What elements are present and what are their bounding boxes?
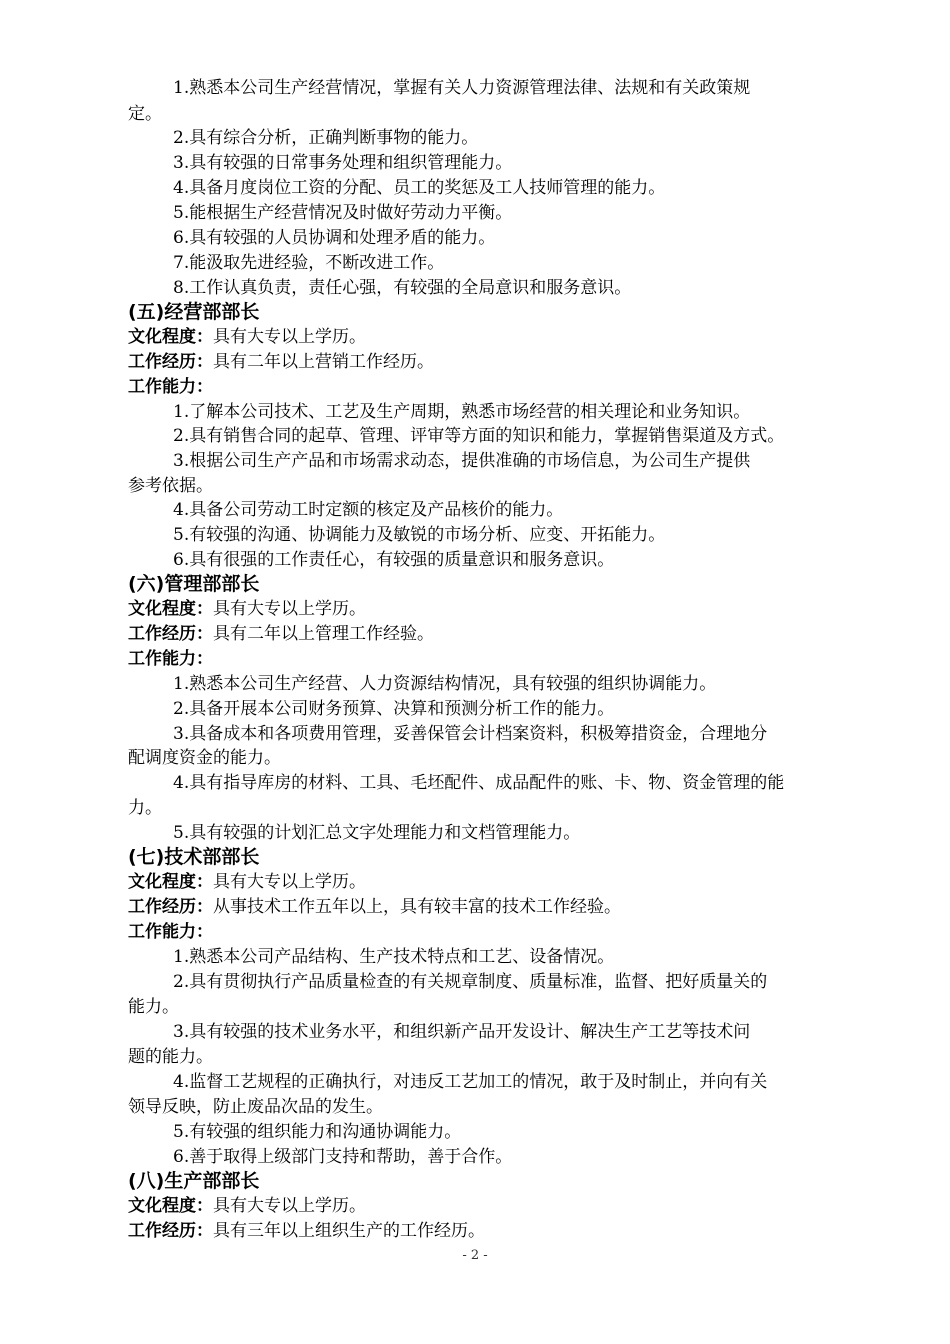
education-field [128, 597, 366, 621]
education-value: 具有大专以上学历。 [213, 327, 366, 347]
experience-value: 具有二年以上营销工作经历。 [213, 352, 434, 372]
education-value: 具有大专以上学历。 [213, 599, 366, 619]
list-item: 2.具有销售合同的起草、管理、评审等方面的知识和能力，掌握销售渠道及方式。 [173, 426, 785, 446]
list-item: 4.具备月度岗位工资的分配、员工的奖惩及工人技师管理的能力。 [173, 178, 666, 198]
list-item: 3.根据公司生产产品和市场需求动态，提供准确的市场信息，为公司生产提供 [173, 451, 751, 471]
list-item: 4.具备公司劳动工时定额的核定及产品核价的能力。 [173, 500, 564, 520]
list-item-continuation: 能力。 [128, 997, 179, 1017]
list-item-continuation: 参考依据。 [128, 476, 213, 496]
list-item: 6.具有很强的工作责任心，有较强的质量意识和服务意识。 [173, 550, 615, 570]
list-item: 5.能根据生产经营情况及时做好劳动力平衡。 [173, 203, 513, 223]
list-item-continuation: 力。 [128, 798, 162, 818]
ability-heading [128, 920, 213, 944]
experience-field [128, 895, 621, 919]
section-title: (六)管理部部长 [128, 573, 260, 595]
education-field [128, 1194, 366, 1218]
experience-value: 具有三年以上组织生产的工作经历。 [213, 1221, 485, 1241]
section-title: (八)生产部部长 [128, 1170, 260, 1192]
list-item: 3.具备成本和各项费用管理，妥善保管会计档案资料，积极筹措资金，合理地分 [173, 724, 768, 744]
list-item: 7.能汲取先进经验，不断改进工作。 [173, 253, 445, 273]
education-label: 文化程度： [128, 327, 213, 347]
ability-heading [128, 647, 213, 671]
list-item: 8.工作认真负责，责任心强，有较强的全局意识和服务意识。 [173, 278, 632, 298]
list-item-continuation: 领导反映，防止废品次品的发生。 [128, 1097, 383, 1117]
section-title: (七)技术部部长 [128, 846, 260, 868]
experience-value: 从事技术工作五年以上，具有较丰富的技术工作经验。 [213, 897, 621, 917]
list-item: 1.熟悉本公司产品结构、生产技术特点和工艺、设备情况。 [173, 947, 615, 967]
list-item: 2.具有贯彻执行产品质量检查的有关规章制度、质量标准，监督、把好质量关的 [173, 972, 768, 992]
list-item: 4.监督工艺规程的正确执行，对违反工艺加工的情况，敢于及时制止，并向有关 [173, 1072, 768, 1092]
experience-label: 工作经历： [128, 897, 213, 917]
section-title: (五)经营部部长 [128, 301, 260, 323]
ability-label: 工作能力： [128, 377, 213, 397]
experience-field [128, 1219, 485, 1243]
list-item-continuation: 配调度资金的能力。 [128, 748, 281, 768]
list-item: 3.具有较强的技术业务水平，和组织新产品开发设计、解决生产工艺等技术问 [173, 1022, 751, 1042]
ability-label: 工作能力： [128, 922, 213, 942]
list-item: 1.了解本公司技术、工艺及生产周期，熟悉市场经营的相关理论和业务知识。 [173, 402, 751, 422]
education-label: 文化程度： [128, 1196, 213, 1216]
experience-field [128, 622, 434, 646]
experience-label: 工作经历： [128, 1221, 213, 1241]
education-value: 具有大专以上学历。 [213, 1196, 366, 1216]
education-label: 文化程度： [128, 872, 213, 892]
list-item: 4.具有指导库房的材料、工具、毛坯配件、成品配件的账、卡、物、资金管理的能 [173, 773, 785, 793]
experience-field [128, 350, 434, 374]
ability-heading [128, 375, 213, 399]
education-value: 具有大专以上学历。 [213, 872, 366, 892]
list-item: 1.熟悉本公司生产经营情况，掌握有关人力资源管理法律、法规和有关政策规 [173, 78, 751, 98]
list-item-continuation: 题的能力。 [128, 1047, 213, 1067]
list-item: 3.具有较强的日常事务处理和组织管理能力。 [173, 153, 513, 173]
experience-label: 工作经历： [128, 352, 213, 372]
list-item: 2.具备开展本公司财务预算、决算和预测分析工作的能力。 [173, 699, 615, 719]
education-label: 文化程度： [128, 599, 213, 619]
list-item-continuation: 定。 [128, 104, 162, 124]
list-item: 2.具有综合分析，正确判断事物的能力。 [173, 128, 479, 148]
education-field [128, 325, 366, 349]
list-item: 6.善于取得上级部门支持和帮助，善于合作。 [173, 1147, 513, 1167]
list-item: 1.熟悉本公司生产经营、人力资源结构情况，具有较强的组织协调能力。 [173, 674, 717, 694]
list-item: 5.有较强的沟通、协调能力及敏锐的市场分析、应变、开拓能力。 [173, 525, 666, 545]
experience-value: 具有二年以上管理工作经验。 [213, 624, 434, 644]
ability-label: 工作能力： [128, 649, 213, 669]
list-item: 5.有较强的组织能力和沟通协调能力。 [173, 1122, 462, 1142]
page-number: - 2 - [462, 1248, 488, 1263]
education-field [128, 870, 366, 894]
experience-label: 工作经历： [128, 624, 213, 644]
list-item: 6.具有较强的人员协调和处理矛盾的能力。 [173, 228, 496, 248]
list-item: 5.具有较强的计划汇总文字处理能力和文档管理能力。 [173, 823, 581, 843]
